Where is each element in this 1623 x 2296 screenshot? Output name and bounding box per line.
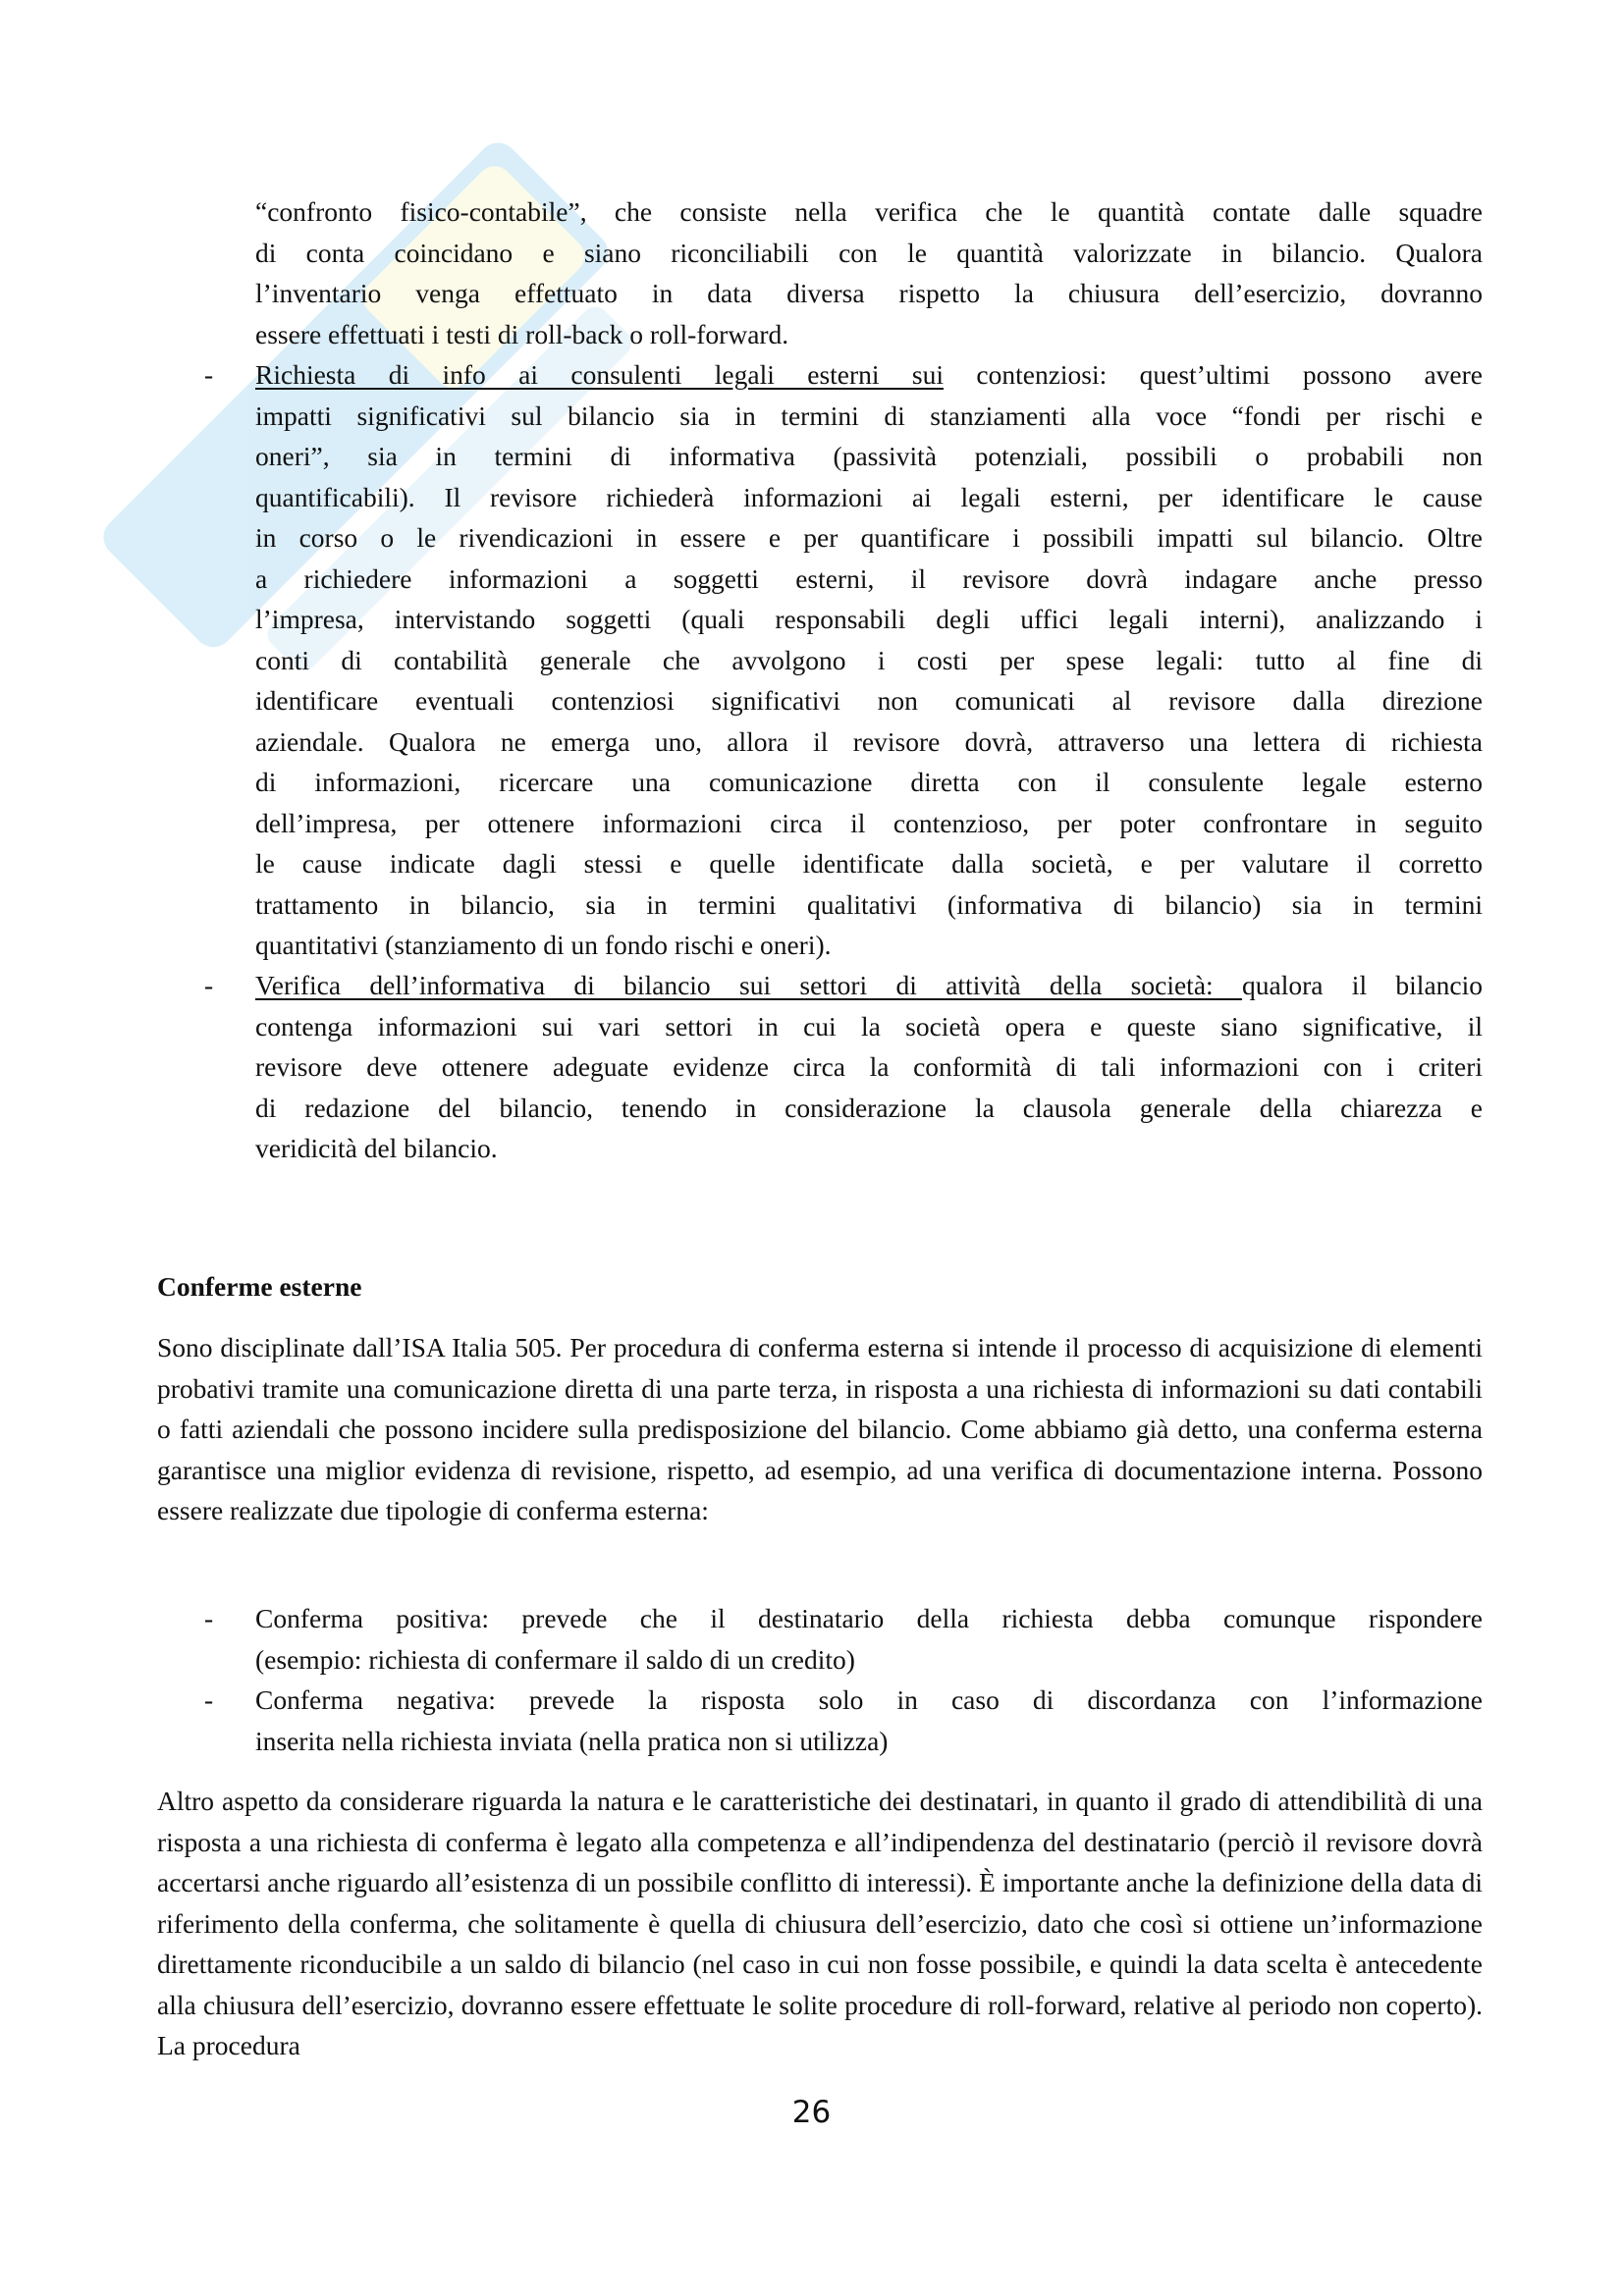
text-line: di redazione del bilancio, tenendo in considerazione la clausola generale della chiarezza e — [255, 1092, 1483, 1123]
underlined-lead: Richiesta di info ai consulenti legali esterni sui — [255, 359, 945, 390]
text-line: oneri”, sia in termini di informativa (passività potenziali, possibili o probabili non — [255, 441, 1483, 471]
paragraph-recipients: Altro aspetto da considerare riguarda la natura e le caratteristiche dei destinatari, in quanto il grado di attendibilità di una risposta a una richiesta di conferma è legato alla competenza e all’indipendenza del destinatario (perciò il revisore dovrà accertarsi anche riguardo all’esistenza di un possibile conflitto di interessi). È importante anche la definizione della data di riferimento della conferma, che solitamente è quella di chiusura dell’esercizio, dato che così si ottiene un’informazione direttamente riconducibile a un saldo di bilancio (nel caso in cui non fosse possibile, e quindi la data scelta è antecedente alla chiusura dell’esercizio, dovranno essere effettuate le solite procedure di roll-forward, relative al periodo non coperto). La procedura — [157, 1786, 1483, 2060]
confirmation-types-list — [157, 1598, 1483, 1761]
text-line: aziendale. Qualora ne emerga uno, allora il revisore dovrà, attraverso una lettera di richiesta — [255, 725, 1483, 757]
bullet-dash: - — [204, 1684, 214, 1715]
list-item — [157, 1680, 1483, 1761]
list-item — [157, 965, 1483, 1169]
section-heading: Conferme esterne — [157, 1271, 362, 1302]
text-line: conti di contabilità generale che avvolgono i costi per spese legali: tutto al fine di — [255, 644, 1483, 675]
text-line: Conferma negativa: prevede la risposta solo in caso di discordanza con l’informazione — [255, 1684, 1483, 1715]
text-line: revisore deve ottenere adeguate evidenze circa la conformità di tali informazioni con i criteri — [255, 1051, 1483, 1082]
text-run: contenziosi: quest’ultimi possono avere — [944, 359, 1483, 390]
list-item — [157, 354, 1483, 966]
bullet-legal-advisors — [157, 354, 1483, 966]
text-line: l’impresa, intervistando soggetti (quali responsabili degli uffici legali interni), analizzando i — [255, 604, 1483, 634]
text-line: l’inventario venga effettuato in data diversa rispetto la chiusura dell’esercizio, dovranno — [255, 278, 1483, 308]
text-line: identificare eventuali contenziosi significativi non comunicati al revisore dalla direzione — [255, 685, 1483, 716]
text-line: in corso o le rivendicazioni in essere e per quantificare i possibili impatti sul bilancio. Oltre — [255, 522, 1483, 553]
text-line: Conferma positiva: prevede che il destinatario della richiesta debba comunque rispondere — [255, 1603, 1483, 1633]
text-line: “confronto fisico-contabile”, che consiste nella verifica che le quantità contate dalle squadre — [255, 196, 1483, 227]
bullet-dash: - — [204, 359, 214, 390]
text-run: qualora il bilancio — [1242, 970, 1484, 1000]
text-line: di conta coincidano e siano riconciliabili con le quantità valorizzate in bilancio. Qualora — [255, 237, 1483, 268]
list-item — [157, 191, 1483, 354]
text-line — [255, 965, 1483, 1006]
text-line: di informazioni, ricercare una comunicazione diretta con il consulente legale esterno — [255, 767, 1483, 797]
text-line: quantificabili). Il revisore richiederà informazioni ai legali esterni, per identificare le cause — [255, 481, 1483, 512]
text-line: veridicità del bilancio. — [255, 1133, 498, 1163]
underlined-lead: Verifica dell’informativa di bilancio sui settori di attività della società: — [255, 970, 1243, 1000]
text-line: trattamento in bilancio, sia in termini qualitativi (informativa di bilancio) sia in termini — [255, 888, 1483, 920]
continuation-block — [157, 191, 1483, 354]
text-line: inserita nella richiesta inviata (nella pratica non si utilizza) — [255, 1725, 889, 1756]
text-line: dell’impresa, per ottenere informazioni circa il contenzioso, per poter confrontare in seguito — [255, 807, 1483, 838]
text-line: essere effettuati i testi di roll-back o roll-forward. — [255, 318, 789, 349]
text-line: contenga informazioni sui vari settori in cui la società opera e queste siano significative, il — [255, 1010, 1483, 1041]
text-line: impatti significativi sul bilancio sia in termini di stanziamenti alla voce “fondi per rischi e — [255, 400, 1483, 431]
text-line: le cause indicate dagli stessi e quelle identificate dalla società, e per valutare il corretto — [255, 848, 1483, 879]
page-number: 26 — [791, 2095, 832, 2130]
text-line — [255, 354, 1483, 396]
bullet-dash: - — [204, 970, 214, 1000]
paragraph-intro: Sono disciplinate dall’ISA Italia 505. Per procedura di conferma esterna si intende il processo di acquisizione di elementi probativi tramite una comunicazione diretta di una parte terza, in risposta a una richiesta di informazioni su dati contabili o fatti aziendali che possono incidere sulla predisposizione del bilancio. Come abbiamo già detto, una conferma esterna garantisce una miglior evidenza di revisione, rispetto, ad esempio, ad una verifica di documentazione interna. Possono essere realizzate due tipologie di conferma esterna: — [157, 1332, 1483, 1525]
bullet-segment-info — [157, 965, 1483, 1169]
text-line: a richiedere informazioni a soggetti esterni, il revisore dovrà indagare anche presso — [255, 562, 1483, 594]
text-line: (esempio: richiesta di confermare il saldo di un credito) — [255, 1643, 855, 1675]
list-item — [157, 1598, 1483, 1680]
bullet-dash: - — [204, 1603, 214, 1633]
text-line: quantitativi (stanziamento di un fondo rischi e oneri). — [255, 930, 832, 960]
